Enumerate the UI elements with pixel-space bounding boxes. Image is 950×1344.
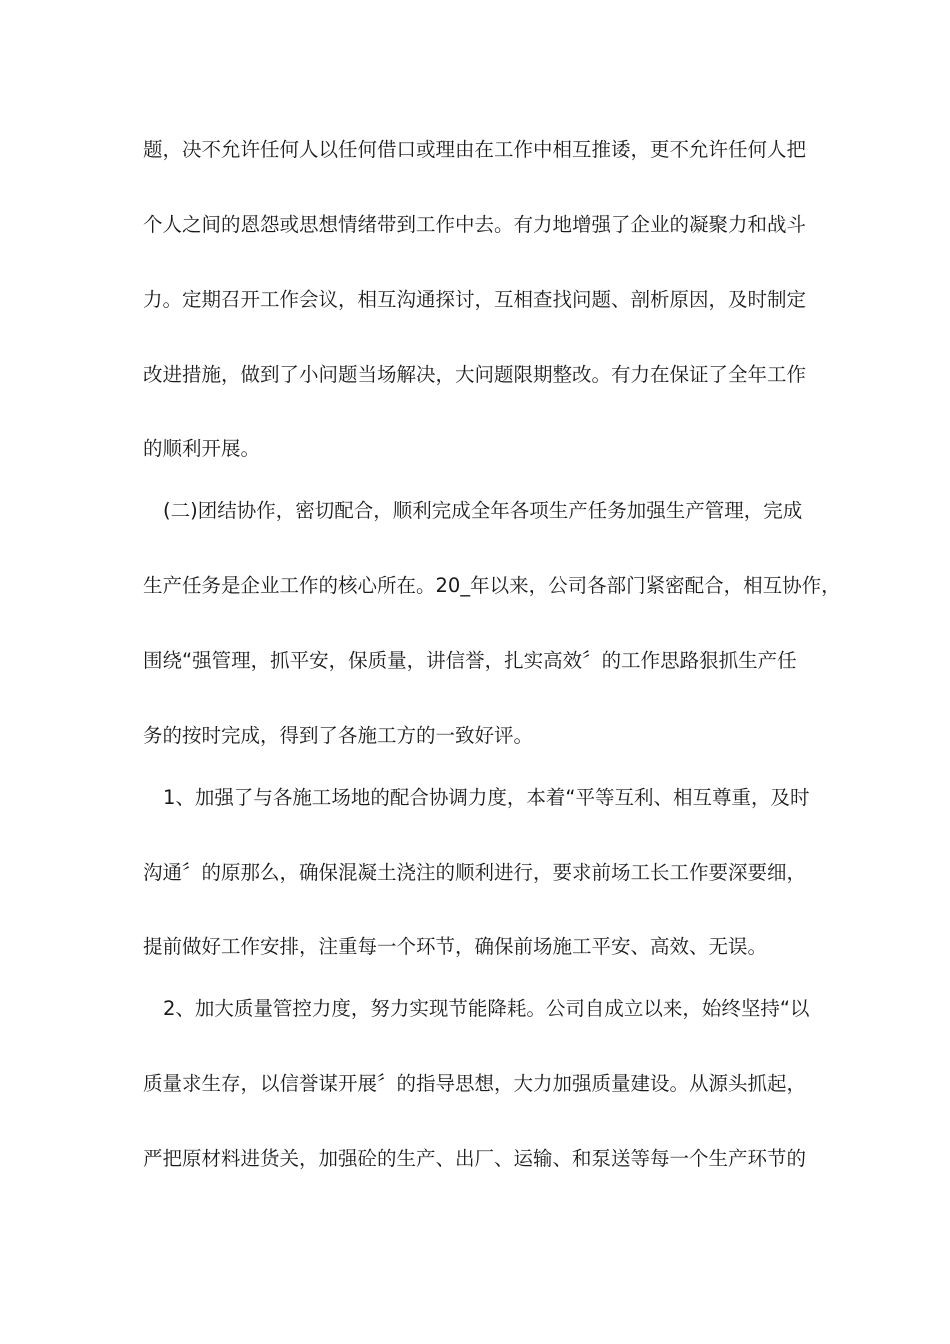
paragraph-line: 提前做好工作安排，注重每一个环节，确保前场施工平安、高效、无误。 bbox=[143, 935, 768, 958]
list-item-line: 2、加大质量管控力度，努力实现节能降耗。公司自成立以来，始终坚持“以 bbox=[163, 997, 810, 1020]
list-item-line: 1、加强了与各施工场地的配合协调力度，本着“平等互利、相互尊重，及时 bbox=[163, 786, 810, 809]
paragraph-line: 沟通〞的原那么，确保混凝土浇注的顺利进行，要求前场工长工作要深要细， bbox=[143, 861, 807, 884]
paragraph-line: 个人之间的恩怨或思想情绪带到工作中去。有力地增强了企业的凝聚力和战斗 bbox=[143, 213, 807, 236]
paragraph-line: 力。定期召开工作会议，相互沟通探讨，互相查找问题、剖析原因，及时制定 bbox=[143, 288, 807, 311]
paragraph-line: 改进措施，做到了小问题当场解决，大问题限期整改。有力在保证了全年工作 bbox=[143, 363, 807, 386]
paragraph-line: 严把原材料进货关，加强砼的生产、出厂、运输、和泵送等每一个生产环节的 bbox=[143, 1147, 807, 1170]
paragraph-line: 的顺利开展。 bbox=[143, 437, 261, 460]
paragraph-line: 质量求生存，以信誉谋开展〞的指导思想，大力加强质量建设。从源头抓起， bbox=[143, 1072, 807, 1095]
paragraph-line: 生产任务是企业工作的核心所在。20_年以来，公司各部门紧密配合，相互协作， bbox=[143, 574, 841, 597]
section-heading-line: (二)团结协作，密切配合，顺利完成全年各项生产任务加强生产管理，完成 bbox=[163, 499, 803, 522]
paragraph-line: 务的按时完成，得到了各施工方的一致好评。 bbox=[143, 724, 534, 747]
paragraph-line: 题，决不允许任何人以任何借口或理由在工作中相互推诿，更不允许任何人把 bbox=[143, 138, 807, 161]
paragraph-line: 围绕“强管理，抓平安，保质量，讲信誉，扎实高效〞的工作思路狠抓生产任 bbox=[143, 649, 797, 672]
